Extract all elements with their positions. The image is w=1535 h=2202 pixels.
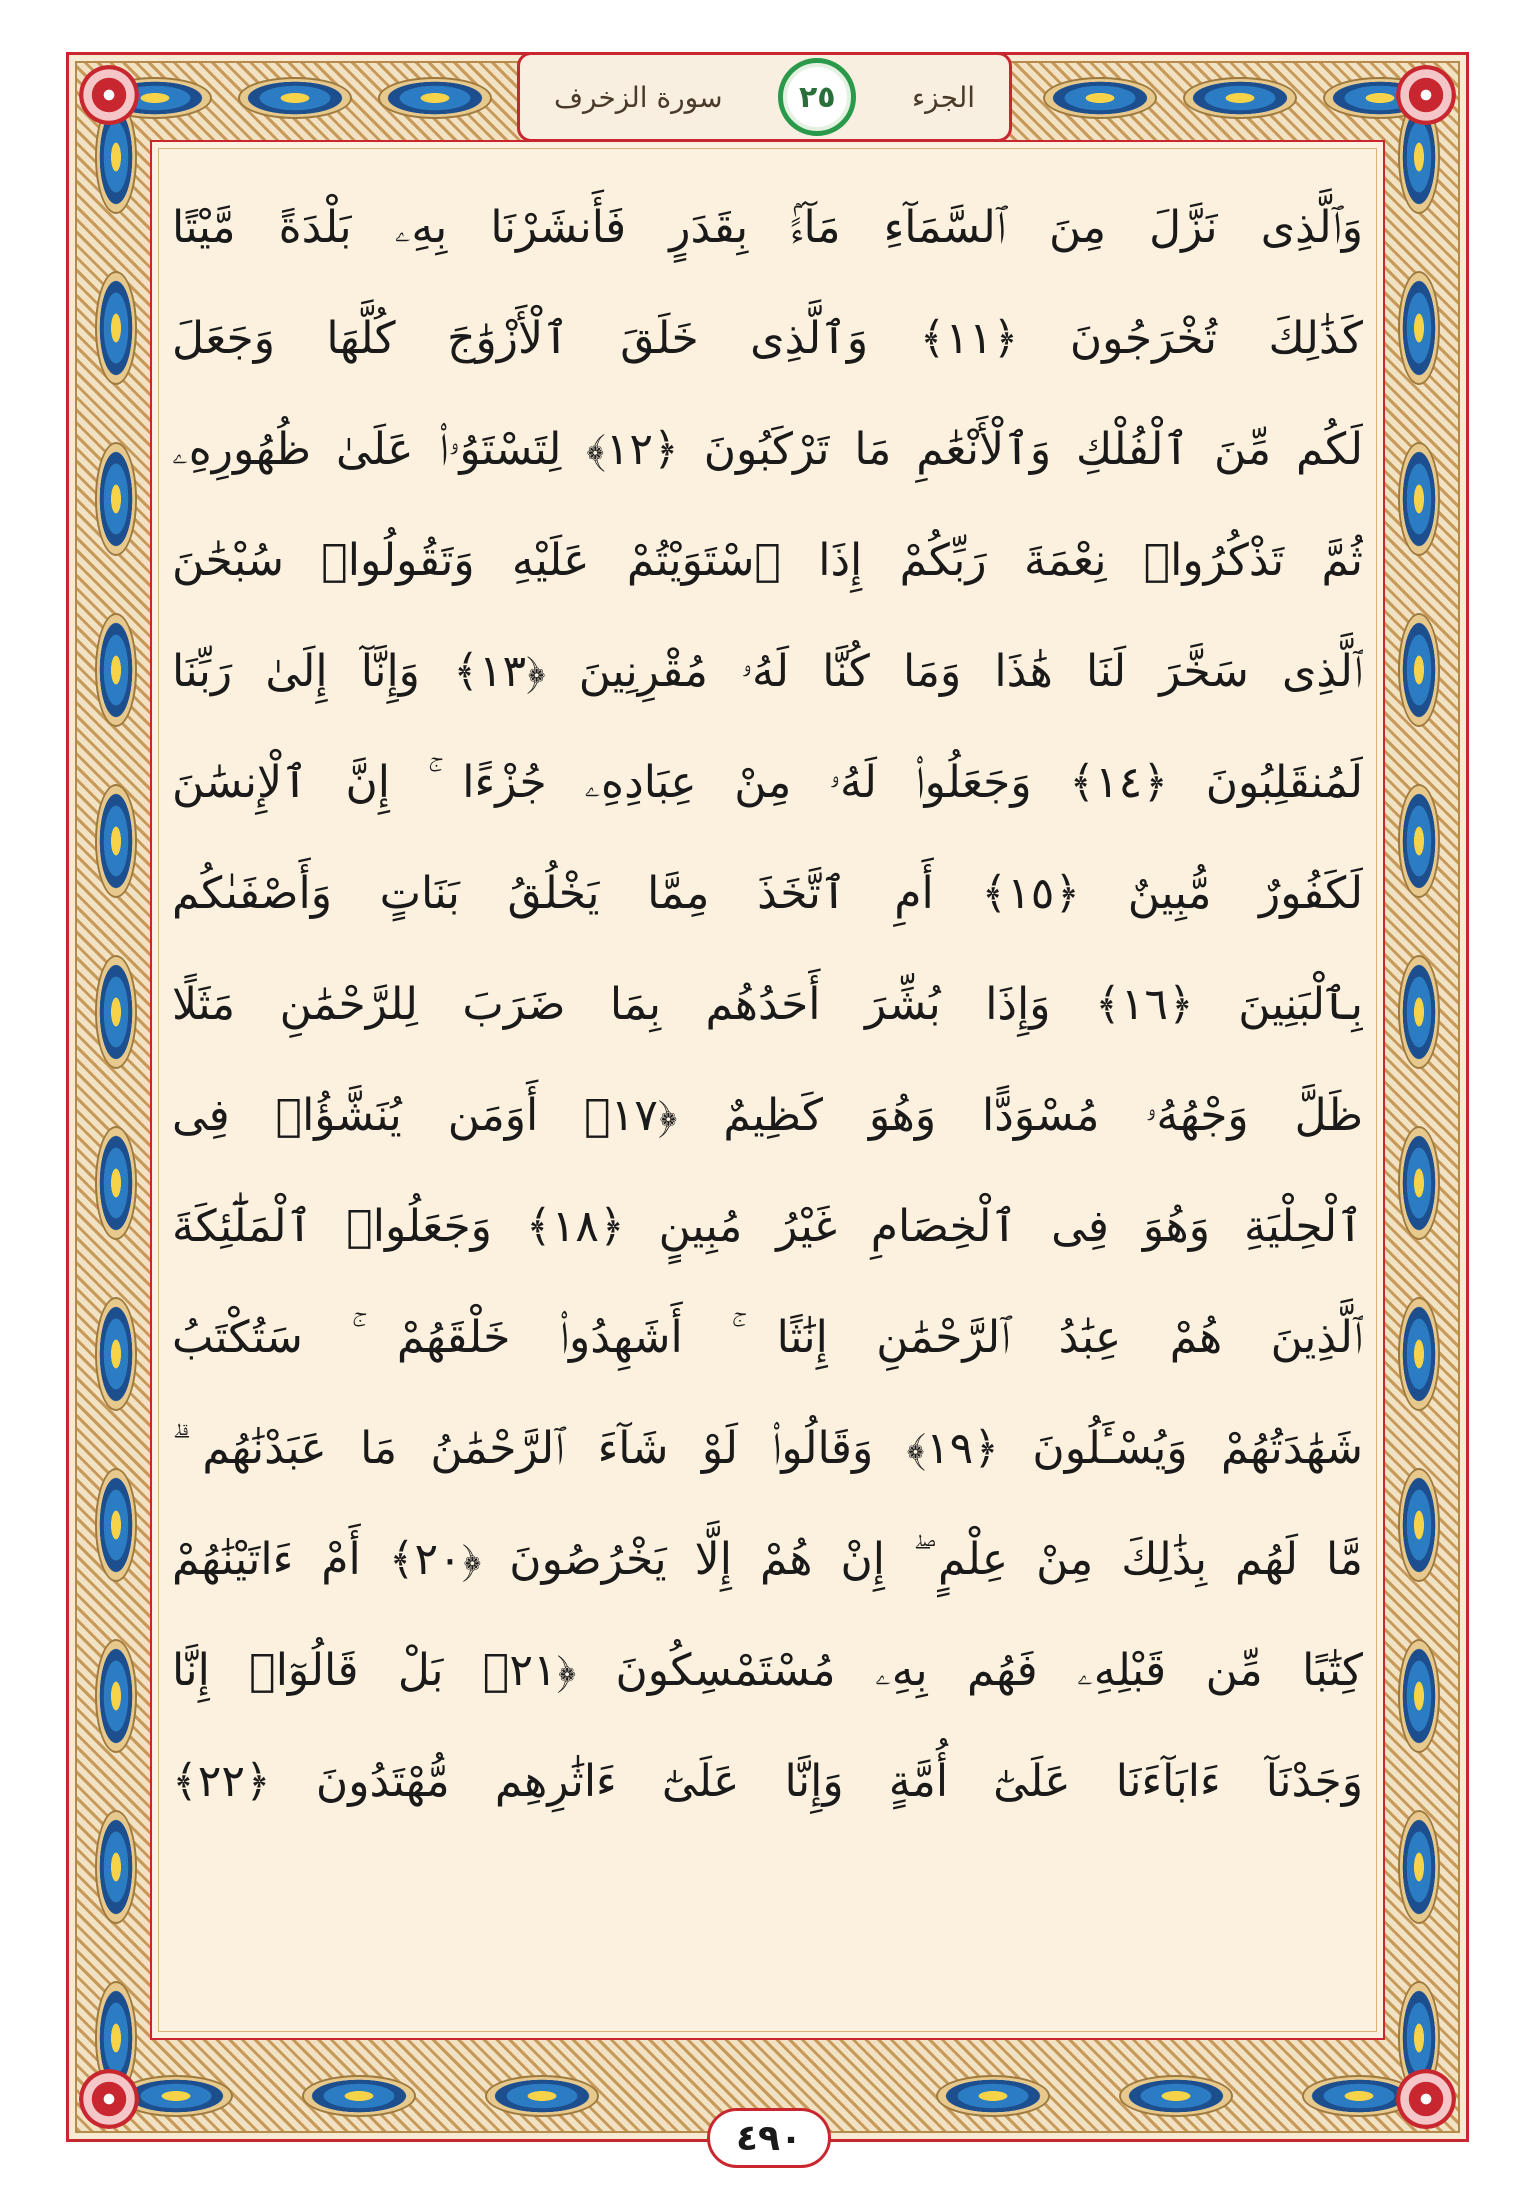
border-medallion-icon xyxy=(1398,1639,1440,1753)
text-line: كَذَٰلِكَ تُخْرَجُونَ ﴿١١﴾ وَٱلَّذِى خَلَقَ ٱلْأَزْوَٰجَ كُلَّهَا وَجَعَلَ xyxy=(172,313,1363,364)
border-medallion-icon xyxy=(95,1468,137,1582)
border-medallion-icon xyxy=(936,2075,1050,2117)
corner-rosette-icon xyxy=(1396,65,1456,125)
border-medallion-icon xyxy=(1043,77,1157,119)
surah-name: سورة الزخرف xyxy=(554,80,723,114)
border-medallion-icon xyxy=(1398,1297,1440,1411)
text-line: وَٱلَّذِى نَزَّلَ مِنَ ٱلسَّمَآءِ مَآءًۢ بِقَدَرٍ فَأَنشَرْنَا بِهِۦ بَلْدَةً مَّيْتًا xyxy=(172,202,1363,253)
border-medallion-icon xyxy=(1119,2075,1233,2117)
page-number: ٤٩٠ xyxy=(707,2108,831,2168)
corner-rosette-icon xyxy=(1396,2069,1456,2129)
border-medallion-icon xyxy=(1398,442,1440,556)
border-medallion-icon xyxy=(1398,1468,1440,1582)
border-medallion-icon xyxy=(95,442,137,556)
right-medallion-column xyxy=(1384,71,1454,2123)
border-medallion-icon xyxy=(378,77,492,119)
juz-label: الجزء xyxy=(912,80,975,114)
text-line: ٱلَّذِينَ هُمْ عِبَٰدُ ٱلرَّحْمَٰنِ إِنَٰثًا ۚ أَشَهِدُوا۟ خَلْقَهُمْ ۚ سَتُكْتَبُ xyxy=(172,1312,1363,1363)
border-medallion-icon xyxy=(238,77,352,119)
border-medallion-icon xyxy=(95,1810,137,1924)
border-medallion-icon xyxy=(1398,271,1440,385)
verse-text-block xyxy=(172,172,1363,1837)
text-line: وَجَدْنَآ ءَابَآءَنَا عَلَىٰٓ أُمَّةٍ وَإِنَّا عَلَىٰٓ ءَاثَٰرِهِم مُّهْتَدُونَ ﴿٢٢﴾ xyxy=(172,1756,1363,1807)
border-medallion-icon xyxy=(95,1297,137,1411)
border-medallion-icon xyxy=(1398,1810,1440,1924)
page-header xyxy=(517,52,1012,142)
juz-number-badge: ٢٥ xyxy=(778,58,856,136)
border-medallion-icon xyxy=(95,784,137,898)
corner-rosette-icon xyxy=(79,65,139,125)
text-line: ظَلَّ وَجْهُهُۥ مُسْوَدًّا وَهُوَ كَظِيمٌ ﴿١٧﴾ أَوَمَن يُنَشَّؤُا۟ فِى xyxy=(172,1090,1363,1141)
border-medallion-icon xyxy=(1183,77,1297,119)
border-medallion-icon xyxy=(95,955,137,1069)
border-medallion-icon xyxy=(1398,784,1440,898)
text-line: لَمُنقَلِبُونَ ﴿١٤﴾ وَجَعَلُوا۟ لَهُۥ مِنْ عِبَادِهِۦ جُزْءًا ۚ إِنَّ ٱلْإِنسَٰنَ xyxy=(172,757,1363,808)
corner-rosette-icon xyxy=(79,2069,139,2129)
border-medallion-icon xyxy=(95,271,137,385)
text-line: شَهَٰدَتُهُمْ وَيُسْـَٔلُونَ ﴿١٩﴾ وَقَالُوا۟ لَوْ شَآءَ ٱلرَّحْمَٰنُ مَا عَبَدْنَٰهُم ۗ xyxy=(172,1423,1363,1474)
border-medallion-icon xyxy=(95,1639,137,1753)
border-medallion-icon xyxy=(1398,613,1440,727)
text-line: بِٱلْبَنِينَ ﴿١٦﴾ وَإِذَا بُشِّرَ أَحَدُهُم بِمَا ضَرَبَ لِلرَّحْمَٰنِ مَثَلًا xyxy=(172,979,1363,1030)
text-line: ثُمَّ تَذْكُرُوا۟ نِعْمَةَ رَبِّكُمْ إِذَا ٱسْتَوَيْتُمْ عَلَيْهِ وَتَقُولُوا۟ سُبْحَٰنَ xyxy=(172,535,1363,586)
text-line: لَكَفُورٌ مُّبِينٌ ﴿١٥﴾ أَمِ ٱتَّخَذَ مِمَّا يَخْلُقُ بَنَاتٍ وَأَصْفَىٰكُم xyxy=(172,868,1363,919)
border-medallion-icon xyxy=(1398,955,1440,1069)
border-medallion-icon xyxy=(302,2075,416,2117)
text-line: ٱلْحِلْيَةِ وَهُوَ فِى ٱلْخِصَامِ غَيْرُ مُبِينٍ ﴿١٨﴾ وَجَعَلُوا۟ ٱلْمَلَٰٓئِكَةَ xyxy=(172,1201,1363,1252)
left-medallion-column xyxy=(81,71,151,2123)
border-medallion-icon xyxy=(95,613,137,727)
text-line: ٱلَّذِى سَخَّرَ لَنَا هَٰذَا وَمَا كُنَّا لَهُۥ مُقْرِنِينَ ﴿١٣﴾ وَإِنَّآ إِلَىٰ رَبِّنَا xyxy=(172,646,1363,697)
text-line: لَكُم مِّنَ ٱلْفُلْكِ وَٱلْأَنْعَٰمِ مَا تَرْكَبُونَ ﴿١٢﴾ لِتَسْتَوُۥا۟ عَلَىٰ ظُهُورِهِۦ xyxy=(172,424,1363,475)
text-line: كِتَٰبًا مِّن قَبْلِهِۦ فَهُم بِهِۦ مُسْتَمْسِكُونَ ﴿٢١﴾ بَلْ قَالُوٓا۟ إِنَّا xyxy=(172,1645,1363,1696)
text-line: مَّا لَهُم بِذَٰلِكَ مِنْ عِلْمٍ ۖ إِنْ هُمْ إِلَّا يَخْرُصُونَ ﴿٢٠﴾ أَمْ ءَاتَيْنَٰهُمْ xyxy=(172,1534,1363,1585)
border-medallion-icon xyxy=(485,2075,599,2117)
border-medallion-icon xyxy=(95,1126,137,1240)
border-medallion-icon xyxy=(1398,1126,1440,1240)
